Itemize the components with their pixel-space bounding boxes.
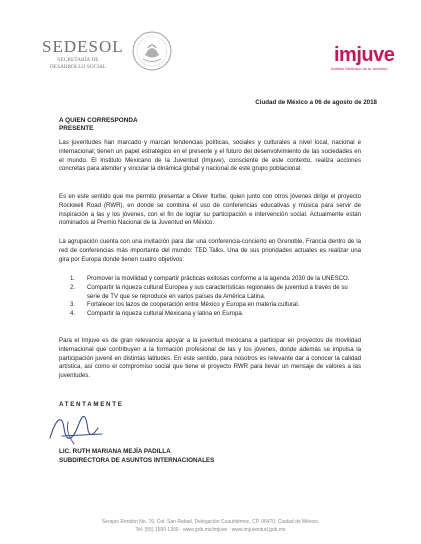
signature-icon (42, 408, 122, 448)
mexico-seal-icon (131, 30, 173, 72)
list-item (70, 275, 362, 284)
list-item-number: 2. (70, 283, 76, 291)
list-item (70, 301, 362, 310)
list-item-text: Compartir la riqueza cultural Mexicana y latina en Europa. (87, 310, 244, 318)
list-item-text: Compartir la riqueza cultural Europea y sus características regionales de juventud a través de su serie de TV que se reproduce en varios países de América Latina. (87, 283, 348, 300)
list-item (70, 310, 362, 319)
salutation-line-2: PRESENTE (59, 124, 94, 132)
list-item-text: Fortalecer los lazos de cooperación entre México y Europa en materia cultural. (87, 301, 300, 309)
footer-address: Serapio Rendón No. 76, Col. San Rafael, Delegación Cuauhtémoc, CP. 06470, Ciudad de México. (101, 519, 320, 525)
list-item (70, 284, 362, 302)
imjuve-logo: imjuve (334, 44, 395, 66)
paragraph-1: Las juventudes han marcado y marcan tendencias políticas, sociales y culturales a nivel local, nacional e internacional; tienen un papel estratégico en el presente y el futuro del desenvolvimiento de las sociedades en el mundo. El Instituto Mexicano de la Juventud (Imjuve), consciente de este contexto, realiza acciones concretas para atender y vincular la dinámica global y nacional de este grupo poblacional. (59, 139, 361, 173)
list-item-number: 3. (70, 301, 76, 309)
footer-contact: Tel. (55) 1500 1300 · www.gob.mx/imjuve · www.imjuventud.gob.mx (135, 527, 286, 533)
sedesol-subtitle: SECRETARÍA DE DESARROLLO SOCIAL (49, 57, 107, 70)
letter-date: Ciudad de México a 06 de agosto de 2018 (255, 99, 377, 106)
list-item-number: 4. (70, 310, 76, 318)
signer-name: LIC. RUTH MARIANA MEJÍA PADILLA (59, 448, 171, 455)
paragraph-4: Para el Imjuve es de gran relevancia apoyar a la juventud mexicana a participar en proyectos de movilidad internacional que contribuyen a la formación profesional de las y los jóvenes, donde además se impulsa la participación juvenil en distintas latitudes. En este sentido, para nosotros es relevante dar a conocer la calidad artística, así como el compromiso social que tiene el proyecto RWR para llevar un mensaje de valores a las juventudes. (59, 337, 361, 380)
salutation (59, 117, 138, 133)
paragraph-2: Es en este sentido que me permito presentar a Oliver Iturbe, quien junto con otros jóvenes dirige el proyecto Rockwell Road (RWR), en donde se combina el uso de conferencias educativas y música para servir de inspiración a las y los jóvenes, con el fin de lograr su participación e intervención social. Actualmente están nominados al Premio Nacional de la Juventud en México. (59, 193, 361, 227)
list-item-text: Promover la movilidad y compartir prácticas exitosas conforme a la agenda 2030 de la UNESCO. (87, 275, 350, 282)
list-item-number: 1. (70, 275, 76, 282)
signer-title: SUBDIRECTORA DE ASUNTOS INTERNACIONALES (59, 457, 215, 464)
closing: ATENTAMENTE (59, 401, 124, 408)
objectives-list (70, 275, 362, 319)
imjuve-logo-subtitle: Instituto Mexicano de la Juventud (331, 67, 388, 71)
salutation-line-1: A QUIEN CORRESPONDA (59, 117, 138, 124)
sedesol-logo-text: SEDESOL (42, 37, 124, 56)
paragraph-3: La agrupación cuenta con una invitación para dar una conferencia-concierto en Grenoble, Francia dentro de la red de conferencias más importante del mundo: TED Talks. Una de sus prioridades actuales es realizar una gira por Europa donde tienen cuatro objetivos: (59, 238, 361, 263)
